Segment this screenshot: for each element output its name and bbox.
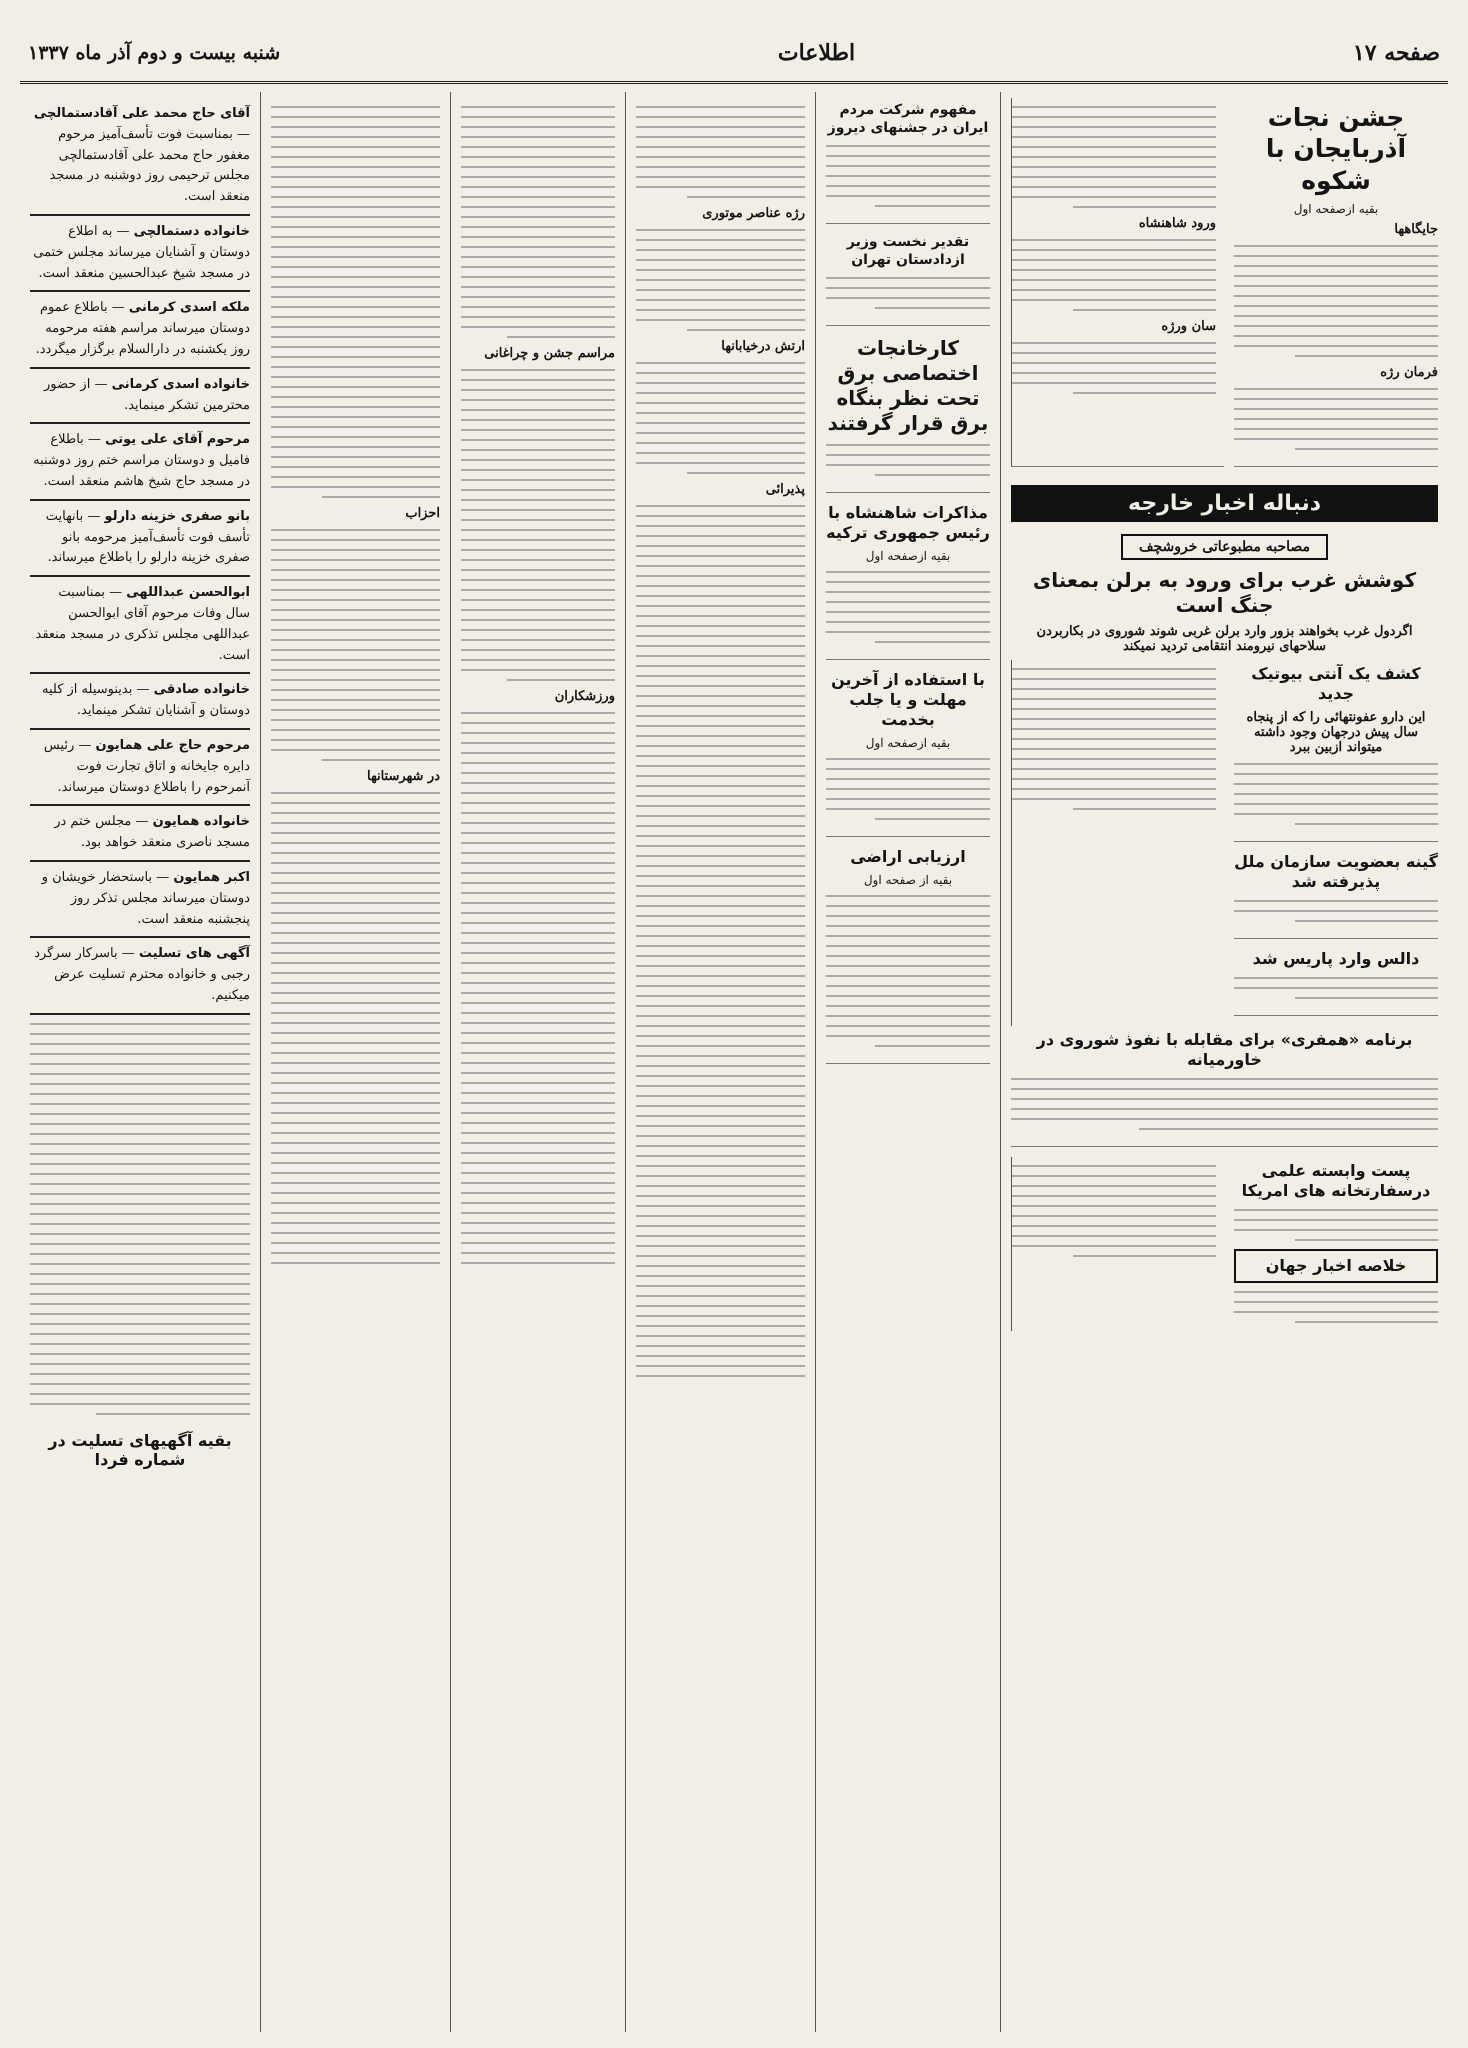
- ad-item: بانو صفری خزینه دارلو — بانهایت تأسف فوت تأسف‌آمیز مرحومه بانو صفری خزینه دارلو را باطلاع میرساند.: [30, 501, 250, 577]
- headline: تقدیر نخست وزیر ازدادستان تهران: [846, 234, 970, 268]
- text-lines: [1012, 1165, 1216, 1257]
- continuation: بقیه ازصفحه اول: [865, 549, 951, 563]
- section-title: جایگاهها: [1394, 221, 1438, 237]
- ad-title: خانواده همایون: [152, 814, 250, 830]
- text-lines: [30, 1023, 250, 1415]
- headline: با استفاده از آخرین مهلت و یا جلب بخدمت: [831, 670, 985, 729]
- lead-story: [1234, 98, 1438, 467]
- ad-item: خانواده اسدی کرمانی — از حضور محترمین تشکر مینماید.: [30, 369, 250, 425]
- text-lines: [1234, 977, 1438, 999]
- story-service: [826, 670, 990, 837]
- antibiotic-subhead: این دارو عفونتهائی را که از پنجاه سال پیش درجهان وجود داشته میتواند ازبین ببرد: [1246, 709, 1426, 755]
- ad-title: ابوالحسن عبداللهی: [126, 585, 250, 601]
- science-story: [1234, 1157, 1438, 1331]
- section-title: رژه عناصر موتوری: [702, 206, 805, 221]
- ad-text: باطلاع فامیل و دوستان مراسم ختم روز دوشنبه در مسجد حاج شیخ هاشم منعقد است.: [33, 432, 250, 489]
- text-lines: [826, 571, 990, 643]
- newspaper-columns: [20, 92, 1448, 2032]
- text-lines: [1234, 1209, 1438, 1241]
- text-lines: [1234, 245, 1438, 357]
- lead-story-split: [1011, 98, 1438, 477]
- ad-title: آگهی های تسلیت: [138, 946, 250, 962]
- text-lines: [1012, 342, 1216, 394]
- headline: ارزیابی اراضی: [850, 847, 966, 866]
- main-headline: کوشش غرب برای ورود به برلن بمعنای جنگ است: [1032, 567, 1417, 617]
- text-lines: [1012, 668, 1216, 810]
- section-title: احزاب: [405, 506, 440, 521]
- ad-title: خانواده دستمالچی: [133, 223, 250, 239]
- text-lines: [826, 895, 990, 1047]
- text-lines: [271, 792, 440, 1264]
- ad-text: بمناسبت سال وفات مرحوم آقای ابوالحسن عبداللهی مجلس تذکری در مسجد منعقد است.: [35, 585, 250, 663]
- science-headline: پست وابسته علمی درسفارتخانه های امریکا: [1241, 1160, 1431, 1200]
- foreign-left: [1234, 660, 1438, 1026]
- lead-headline: جشن نجات آذربایجان با شکوه: [1265, 103, 1407, 195]
- antibiotic-story: [1234, 664, 1438, 842]
- antibiotic-headline: کشف یک آنتی بیوتیک جدید: [1251, 663, 1421, 703]
- section-title: سان ورژه: [1161, 319, 1216, 334]
- ad-item: مرحوم آقای علی یوتی — باطلاع فامیل و دوستان مراسم ختم روز دوشنبه در مسجد حاج شیخ هاشم منعقد است.: [30, 424, 250, 500]
- section-title: ورزشکاران: [554, 689, 615, 704]
- ad-text: بانهایت تأسف فوت تأسف‌آمیز مرحومه بانو صفری خزینه دارلو را باطلاع میرساند.: [45, 508, 250, 566]
- column-foreign-news: [1000, 92, 1448, 2032]
- ad-item: ابوالحسن عبداللهی — بمناسبت سال وفات مرحوم آقای ابوالحسن عبداللهی مجلس تذکری در مسجد منعقد است.: [30, 577, 250, 674]
- ad-item: خانواده دستمالچی — به اطلاع دوستان و آشنایان میرساند مجلس ختمی در مسجد شیخ عبدالحسین منعقد است.: [30, 216, 250, 292]
- lead-story-cont: [1011, 98, 1224, 467]
- ad-item: خانواده صادقی — بدینوسیله از کلیه دوستان و آشنایان تشکر مینماید.: [30, 674, 250, 730]
- paper-name: اطلاعات: [777, 39, 856, 66]
- text-lines: [1011, 1078, 1438, 1130]
- continuation: بقیه از صفحه اول: [863, 873, 953, 887]
- ads-footer-note: بقیه آگهیهای تسلیت در شماره فردا: [48, 1430, 232, 1469]
- continuation: بقیه ازصفحه اول: [865, 736, 951, 750]
- text-lines: [826, 145, 990, 207]
- section-title: فرمان رژه: [1380, 364, 1438, 380]
- ad-text: بدینوسیله از کلیه دوستان و آشنایان تشکر مینماید.: [42, 682, 250, 719]
- text-lines: [1234, 763, 1438, 825]
- text-lines: [636, 362, 805, 474]
- issue-date: شنبه بیست و دوم آذر ماه ۱۳۳۷: [28, 41, 281, 64]
- ad-text: بمناسبت فوت تأسف‌آمیز مرحوم مغفور حاج محمد علی آقادستمالچی مجلس ترحیمی روز دوشنبه در مسجد منعقد است.: [49, 126, 250, 205]
- ad-title: مرحوم آقای علی یوتی: [105, 432, 250, 448]
- text-lines: [461, 369, 615, 681]
- text-lines: [461, 106, 615, 338]
- interview-tag: مصاحبه مطبوعاتی خروشچف: [1121, 534, 1328, 560]
- lead-continuation: بقیه ازصفحه اول: [1293, 201, 1379, 216]
- ad-item: ملکه اسدی کرمانی — باطلاع عموم دوستان میرساند مراسم هفته مرحومه روز یکشنبه در دارالسلام برگزار میگردد.: [30, 292, 250, 368]
- guinea-story: [1234, 852, 1438, 939]
- story-power: [826, 336, 990, 493]
- section-title: مراسم جشن و چراغانی: [484, 346, 615, 361]
- headline: مفهوم شرکت مردم ایران در جشنهای دیروز: [827, 102, 989, 136]
- ad-text: باطلاع عموم دوستان میرساند مراسم هفته مرحومه روز یکشنبه در دارالسلام برگزار میگردد.: [35, 300, 250, 357]
- text-lines: [1012, 106, 1216, 208]
- ad-title: ملکه اسدی کرمانی: [128, 300, 250, 316]
- column-3: [450, 92, 625, 2032]
- story-people: [826, 102, 990, 224]
- hemphrey-story: [1011, 1030, 1438, 1147]
- text-lines: [1012, 239, 1216, 311]
- summary-headline: خلاصه اخبار جهان: [1234, 1249, 1438, 1283]
- ad-title: خانواده صادقی: [153, 682, 250, 698]
- ad-item: آقای حاج محمد علی آقادستمالچی — بمناسبت فوت تأسف‌آمیز مرحوم مغفور حاج محمد علی آقادستمالچی مجلس ترحیمی روز دوشنبه در مسجد منعقد است.: [30, 98, 250, 216]
- main-subhead: اگردول غرب بخواهند بزور وارد برلن غربی شوند شوروی در بکاربردن سلاحهای نیرومند انتقامی تردید نمیکند: [1036, 623, 1413, 654]
- section-title: پذیرائی: [765, 482, 805, 497]
- text-lines: [461, 712, 615, 1264]
- ad-title: اکبر همایون: [173, 869, 250, 885]
- headline: مذاکرات شاهنشاه با رئیس جمهوری ترکیه: [826, 503, 990, 542]
- ad-item: اکبر همایون — باستحضار خویشان و دوستان میرساند مجلس تذکر روز پنجشنبه منعقد است.: [30, 862, 250, 938]
- ad-text: رئیس دایره جایخانه و اتاق تجارت فوت آنمرحوم را باطلاع دوستان میرساند.: [43, 737, 250, 795]
- headline: کارخانجات اختصاصی برق تحت نظر بنگاه برق قرار گرفتند: [827, 336, 989, 435]
- dulles-headline: دالس وارد پاریس شد: [1252, 948, 1420, 968]
- dulles-story: [1234, 949, 1438, 1016]
- foreign-news-banner: دنباله اخبار خارجه: [1011, 485, 1438, 522]
- text-lines: [1234, 388, 1438, 450]
- bottom-right: [1011, 1157, 1224, 1331]
- text-lines: [271, 529, 440, 761]
- text-lines: [826, 444, 990, 476]
- section-title: در شهرستانها: [367, 769, 440, 784]
- text-lines: [636, 505, 805, 1377]
- masthead: [20, 24, 1448, 84]
- column-4: [625, 92, 815, 2032]
- ad-text: به اطلاع دوستان و آشنایان میرساند مجلس ختمی در مسجد شیخ عبدالحسین منعقد است.: [33, 223, 250, 281]
- text-lines: [271, 106, 440, 498]
- ad-text: مجلس ختم در مسجد ناصری منعقد خواهد بود.: [54, 814, 250, 851]
- story-pm: [826, 234, 990, 326]
- ad-title: آقای حاج محمد علی آقادستمالچی: [33, 106, 250, 121]
- ad-title: مرحوم حاج علی همایون: [95, 737, 250, 753]
- ad-title: خانواده اسدی کرمانی: [111, 376, 250, 392]
- column-2: [260, 92, 450, 2032]
- ad-item: مرحوم حاج علی همایون — رئیس دایره جایخانه و اتاق تجارت فوت آنمرحوم را باطلاع دوستان میرساند.: [30, 730, 250, 806]
- column-5: [815, 92, 1000, 2032]
- story-land: [826, 847, 990, 1064]
- hemphrey-headline: برنامه «همفری» برای مقابله با نفوذ شوروی در خاورمیانه: [1036, 1029, 1413, 1069]
- section-title: ارتش درخیابانها: [721, 339, 805, 354]
- ad-text: باستحضار خویشان و دوستان میرساند مجلس تذکر روز پنجشنبه منعقد است.: [41, 869, 250, 927]
- bottom-split: [1011, 1157, 1438, 1331]
- text-lines: [826, 758, 990, 820]
- text-lines: [636, 106, 805, 198]
- section-title: ورود شاهنشاه: [1138, 216, 1216, 231]
- text-lines: [826, 277, 990, 309]
- ad-item: خانواده همایون — مجلس ختم در مسجد ناصری منعقد خواهد بود.: [30, 806, 250, 862]
- ad-item: آگهی های تسلیت — باسرکار سرگرد رجبی و خانواده محترم تسلیت عرض میکنیم.: [30, 938, 250, 1014]
- foreign-news-split: [1011, 660, 1438, 1026]
- text-lines: [1234, 900, 1438, 922]
- text-lines: [636, 229, 805, 331]
- story-turkey: [826, 503, 990, 660]
- column-condolence-ads: [20, 92, 260, 2032]
- guinea-headline: گینه بعضویت سازمان ملل پذیرفته شد: [1234, 851, 1438, 891]
- page-number: صفحه ۱۷: [1352, 39, 1440, 66]
- text-lines: [1234, 1291, 1438, 1323]
- ad-title: بانو صفری خزینه دارلو: [104, 508, 250, 524]
- foreign-right: [1011, 660, 1224, 1026]
- ad-text: باسرکار سرگرد رجبی و خانواده محترم تسلیت عرض میکنیم.: [34, 946, 250, 1003]
- ad-text: از حضور محترمین تشکر مینماید.: [43, 376, 250, 413]
